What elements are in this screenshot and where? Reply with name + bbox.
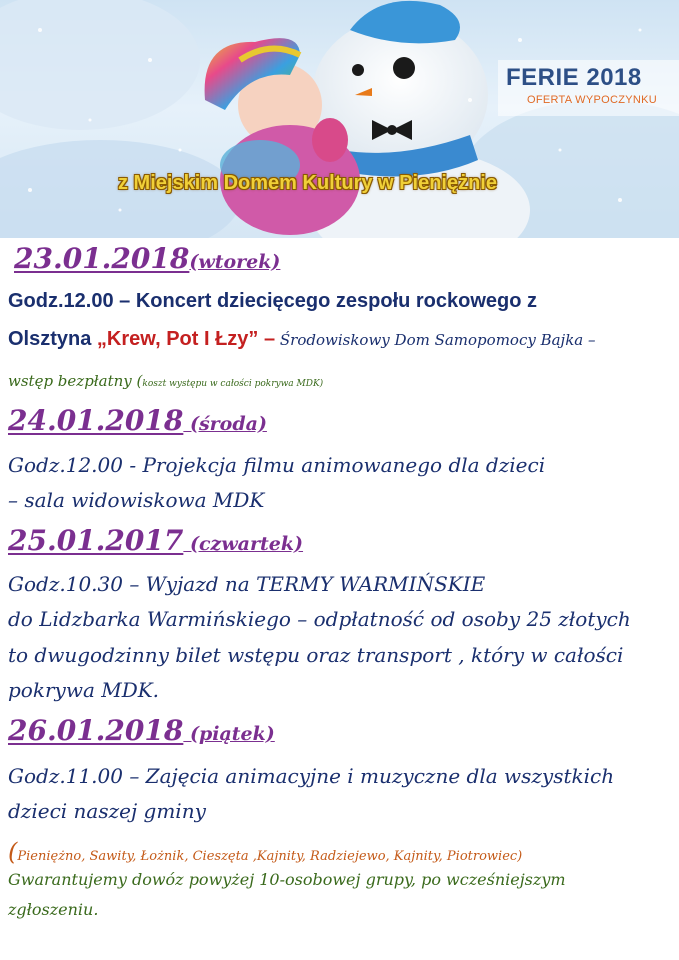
event-3-line-4: pokrywa MDK. xyxy=(8,678,160,702)
banner-caption: z Miejskim Domem Kultury w Pieniężnie xyxy=(118,172,497,194)
event-1-weekday: (wtorek) xyxy=(189,251,281,273)
event-3-date: 25.01.2017 xyxy=(8,524,184,557)
event-1-dash: – xyxy=(258,328,276,350)
event-4-date: 26.01.2018 xyxy=(8,714,184,747)
event-1-date: 23.01.2018 xyxy=(14,242,190,275)
event-3-line-1: Godz.10.30 – Wyjazd na TERMY WARMIŃSKIE xyxy=(8,572,486,596)
event-4-villages-paren: ( xyxy=(8,838,18,866)
brand-subtitle: OFERTA WYPOCZYNKU xyxy=(527,94,657,106)
event-4-note-2: zgłoszeniu. xyxy=(8,900,99,919)
event-1-line-1: Godz.12.00 – Koncert dziecięcego zespołu rockowego z xyxy=(8,290,538,312)
event-2-heading xyxy=(8,404,267,437)
event-3-heading xyxy=(8,524,303,557)
event-2-line-2: – sala widowiskowa MDK xyxy=(8,488,265,512)
event-1-cost-note: koszt występu w całości pokrywa MDK) xyxy=(142,379,324,389)
event-1-heading xyxy=(14,242,280,275)
event-2-date: 24.01.2018 xyxy=(8,404,184,437)
event-4-villages-list: Pieniężno, Sawity, Łożnik, Cieszęta ,Kajnity, Radziejewo, Kajnity, Piotrowiec) xyxy=(17,849,523,864)
event-2-line-1: Godz.12.00 - Projekcja filmu animowanego dla dzieci xyxy=(8,453,546,477)
brand-title: FERIE 2018 xyxy=(506,64,642,91)
banner-illustration xyxy=(0,0,679,238)
event-3-weekday: (czwartek) xyxy=(183,533,304,555)
header-banner xyxy=(0,0,679,238)
event-3-line-3: to dwugodzinny bilet wstępu oraz transport , który w całości xyxy=(8,643,624,667)
event-1-band-name: „Krew, Pot I Łzy” xyxy=(96,328,259,350)
event-1-line-2 xyxy=(8,328,596,351)
event-4-line-1: Godz.11.00 – Zajęcia animacyjne i muzyczne dla wszystkich xyxy=(8,764,615,788)
event-4-line-2: dzieci naszej gminy xyxy=(8,799,206,823)
event-1-free-entry: wstęp bezpłatny ( xyxy=(8,372,143,390)
event-1-city: Olsztyna xyxy=(8,328,97,350)
event-4-note-1: Gwarantujemy dowóz powyżej 10-osobowej grupy, po wcześniejszym xyxy=(8,870,566,889)
event-1-venue: Środowiskowy Dom Samopomocy Bajka – xyxy=(275,331,596,349)
event-4-heading xyxy=(8,714,275,747)
event-1-line-3 xyxy=(8,371,323,390)
event-2-weekday: (środa) xyxy=(183,413,267,435)
event-3-line-2: do Lidzbarka Warmińskiego – odpłatność od osoby 25 złotych xyxy=(8,607,631,631)
event-4-weekday: (piątek) xyxy=(183,723,275,745)
event-4-villages xyxy=(8,838,522,866)
